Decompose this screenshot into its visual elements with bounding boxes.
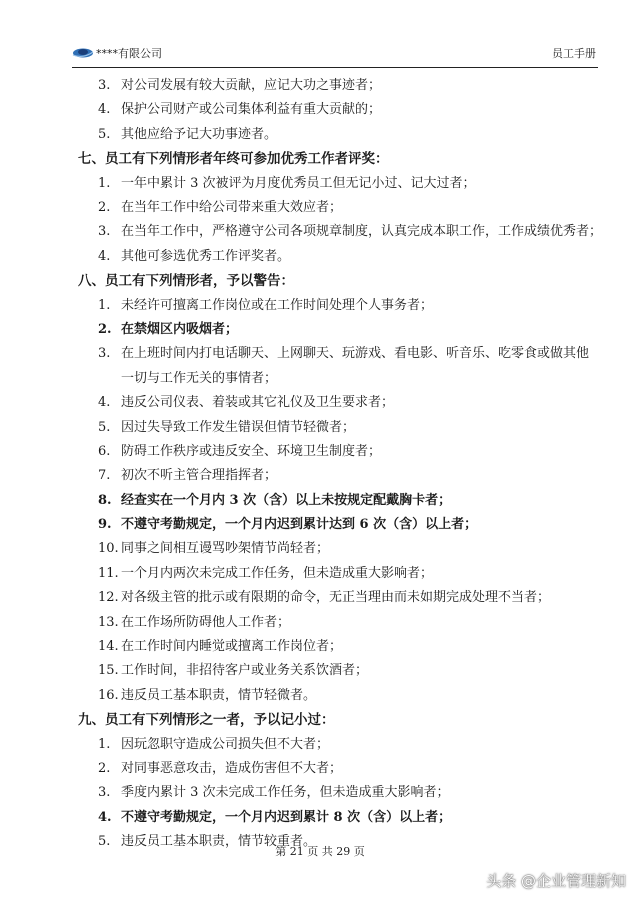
list-item [78, 781, 600, 805]
item-text: 工作时间，非招待客户或业务关系饮酒者； [121, 663, 369, 679]
item-text: 违反员工基本职责，情节较重者。 [121, 834, 317, 850]
item-number: 4. [98, 248, 111, 264]
list-item [78, 537, 600, 561]
item-text: 在工作场所防碍他人工作者； [121, 614, 291, 630]
item-number: 14. [98, 639, 119, 655]
item-text: 防碍工作秩序或违反安全、环境卫生制度者； [121, 443, 382, 459]
item-text: 不遵守考勤规定，一个月内迟到累计 8 次（含）以上者； [121, 809, 452, 825]
list-item [78, 440, 600, 464]
item-number: 2. [98, 199, 111, 215]
item-text: 初次不听主管合理指挥者； [121, 468, 278, 484]
item-number: 13. [98, 614, 119, 630]
watermark: 头条 @企业管理新知 [486, 872, 626, 890]
list-item [78, 562, 600, 586]
list-item [78, 635, 600, 659]
item-text: 其他可参选优秀工作评奖者。 [121, 248, 291, 264]
page-header [72, 44, 598, 66]
item-number: 8. [98, 492, 112, 508]
list-item [78, 294, 600, 318]
list-item [78, 513, 600, 537]
list-item [78, 684, 600, 708]
list-item [78, 806, 600, 830]
header-rule [72, 67, 598, 68]
item-text: 不遵守考勤规定，一个月内迟到累计达到 6 次（含）以上者； [121, 517, 478, 533]
list-item [78, 733, 600, 757]
continued-list [78, 74, 600, 147]
item-number: 4. [98, 809, 112, 825]
item-text: 一个月内两次未完成工作任务，但未造成重大影响者； [121, 565, 434, 581]
item-text: 在当年工作中给公司带来重大效应者； [121, 199, 343, 215]
item-number: 5. [98, 126, 111, 142]
item-number: 12. [98, 590, 119, 606]
item-number: 1. [98, 175, 111, 191]
item-text: 违反员工基本职责，情节轻微者。 [121, 687, 317, 703]
list-item [78, 586, 600, 610]
list-item [78, 464, 600, 488]
list-item [78, 196, 600, 220]
list-item [78, 245, 600, 269]
item-text: 在禁烟区内吸烟者； [121, 321, 239, 337]
list-item [78, 757, 600, 781]
item-number: 1. [98, 736, 111, 752]
section-heading-7: 七、员工有下列情形者年终可参加优秀工作者评奖： [78, 151, 389, 168]
document-body [78, 74, 603, 855]
item-text: 在上班时间内打电话聊天、上网聊天、玩游戏、看电影、听音乐、吃零食或做其他一切与工作无关的事情者； [121, 346, 590, 386]
item-text: 季度内累计 3 次未完成工作任务，但未造成重大影响者； [121, 785, 450, 801]
item-number: 5. [98, 834, 111, 850]
list-item [78, 342, 600, 391]
item-number: 5. [98, 419, 111, 435]
item-number: 1. [98, 297, 111, 313]
item-number: 4. [98, 102, 111, 118]
section-heading-8: 八、员工有下列情形者，予以警告： [78, 273, 294, 290]
item-number: 9. [98, 517, 112, 533]
list-item [78, 220, 603, 244]
list-item [78, 391, 600, 415]
item-text: 保护公司财产或公司集体利益有重大贡献的； [121, 102, 382, 118]
item-text: 其他应给予记大功事迹者。 [121, 126, 278, 142]
list-item [78, 489, 600, 513]
item-text: 对公司发展有较大贡献，应记大功之事迹者； [121, 78, 382, 93]
list-item [78, 611, 600, 635]
item-text: 一年中累计 3 次被评为月度优秀员工但无记小过、记大过者； [121, 175, 476, 191]
item-number: 3. [98, 346, 111, 362]
item-number: 3. [98, 224, 111, 240]
company-name: ****有限公司 [96, 47, 162, 60]
item-number: 6. [98, 443, 111, 459]
item-number: 7. [98, 468, 111, 484]
list-item [78, 74, 600, 98]
company-logo-icon [72, 46, 94, 60]
item-text: 在当年工作中，严格遵守公司各项规章制度，认真完成本职工作，工作成绩优秀者； [121, 224, 603, 240]
document-title: 员工手册 [552, 47, 596, 60]
item-text: 未经许可擅离工作岗位或在工作时间处理个人事务者； [121, 297, 434, 313]
list-item [78, 659, 600, 683]
item-number: 2. [98, 760, 111, 776]
list-item [78, 318, 600, 342]
item-number: 4. [98, 395, 111, 411]
item-text: 同事之间相互谩骂吵架情节尚轻者； [121, 541, 330, 557]
item-text: 因过失导致工作发生错误但情节轻微者； [121, 419, 356, 435]
item-number: 16. [98, 687, 119, 703]
list-item [78, 172, 600, 196]
item-text: 对同事恶意攻击，造成伤害但不大者； [121, 760, 343, 776]
item-number: 2. [98, 321, 112, 337]
item-number: 11. [98, 565, 119, 581]
page-footer: 第 21 页 共 29 页 [275, 845, 365, 858]
section-heading-9: 九、员工有下列情形之一者，予以记小过： [78, 712, 335, 729]
item-number: 10. [98, 541, 119, 557]
item-number: 3. [98, 785, 111, 801]
item-text: 因玩忽职守造成公司损失但不大者； [121, 736, 330, 752]
item-text: 在工作时间内睡觉或擅离工作岗位者； [121, 639, 343, 655]
item-text: 经查实在一个月内 3 次（含）以上未按规定配戴胸卡者； [121, 492, 452, 508]
item-number: 3. [98, 78, 111, 93]
item-text: 违反公司仪表、着装或其它礼仪及卫生要求者； [121, 395, 395, 411]
list-item [78, 123, 600, 147]
item-number: 15. [98, 663, 119, 679]
list-item [78, 98, 600, 122]
list-item [78, 416, 600, 440]
item-text: 对各级主管的批示或有限期的命令，无正当理由而未如期完成处理不当者； [121, 590, 551, 606]
